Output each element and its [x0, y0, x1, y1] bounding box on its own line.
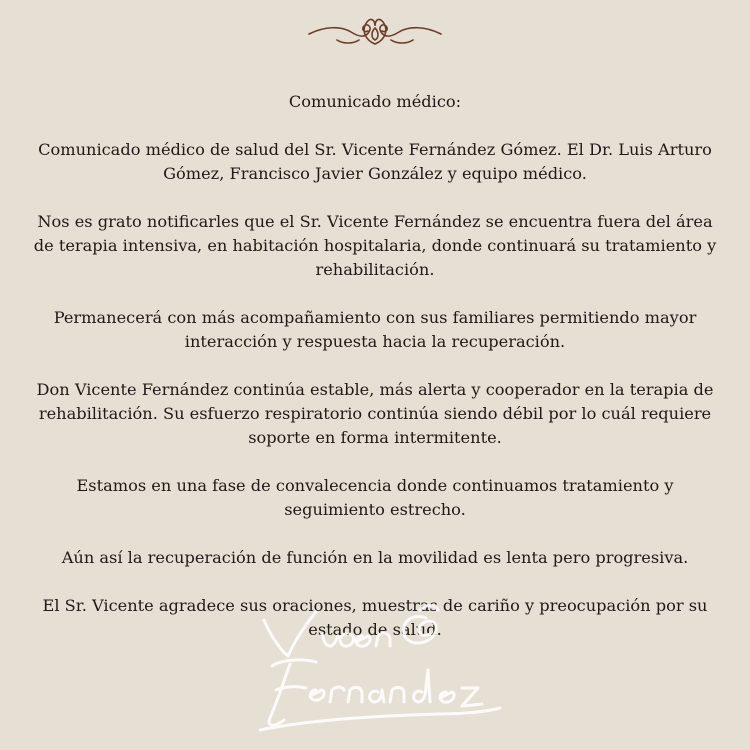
medical-statement [30, 90, 720, 666]
statement-heading: Comunicado médico: [288, 92, 462, 111]
statement-paragraph: Estamos en una fase de convalecencia donde continuamos tratamiento y seguimiento estrecho. [76, 476, 674, 519]
statement-paragraph: Permanecerá con más acompañamiento con sus familiares permitiendo mayor interacción y respuesta hacia la recuperación. [53, 308, 697, 351]
statement-paragraph: Aún así la recuperación de función en la movilidad es lenta pero progresiva. [61, 548, 689, 567]
statement-paragraph: Nos es grato notificarles que el Sr. Vicente Fernández se encuentra fuera del área de terapia intensiva, en habitación hospitalaria, donde continuará su tratamiento y rehabilitación. [33, 212, 717, 279]
statement-paragraph: El Sr. Vicente agradece sus oraciones, muestras de cariño y preocupación por su estado de salud. [42, 596, 708, 639]
statement-paragraph: Don Vicente Fernández continúa estable, más alerta y cooperador en la terapia de rehabilitación. Su esfuerzo respiratorio continúa siendo débil por lo cuál requiere soporte en forma intermitente. [36, 380, 714, 447]
scroll-flourish-icon [307, 14, 443, 50]
statement-paragraph: Comunicado médico de salud del Sr. Vicente Fernández Gómez. El Dr. Luis Arturo Gómez, Francisco Javier González y equipo médico. [38, 140, 712, 183]
handwritten-signature [250, 590, 510, 740]
